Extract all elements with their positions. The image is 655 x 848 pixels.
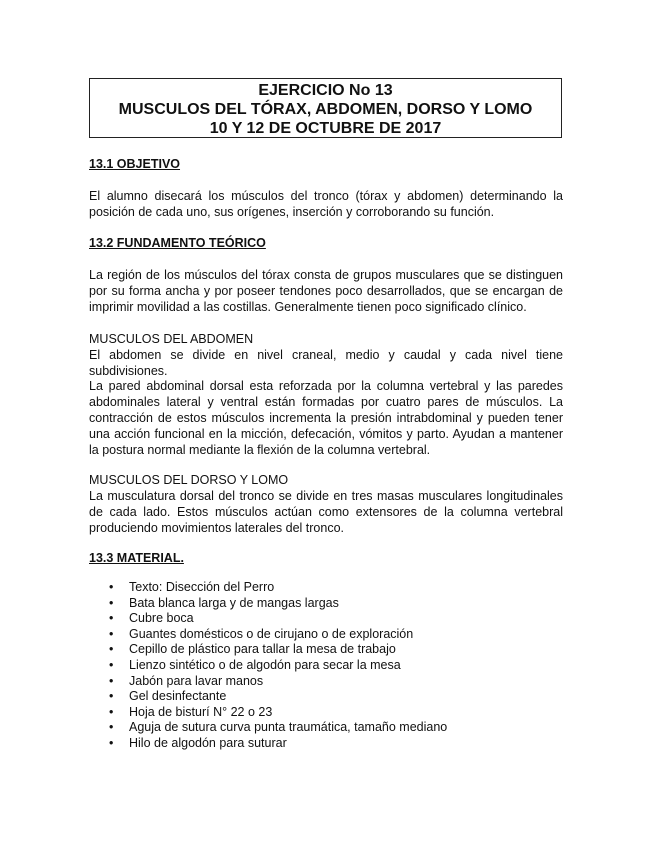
dorso-lomo-text: La musculatura dorsal del tronco se divide en tres masas musculares longitudinales de cada lado. Estos músculos actúan como extensores de la columna vertebral produciendo movimientos laterales del tronco. [89,489,563,535]
abdomen-wall-text: La pared abdominal dorsal esta reforzada por la columna vertebral y las paredes abdominales lateral y ventral están formadas por cuatro pares de músculos. La contracción de estos músculos incrementa la presión intrabdominal y pueden tener una acción funcional en la micción, defecación, vómitos y parto. Ayudan a mantener la postura normal mediante la flexión de la columna vertebral. [89,379,563,457]
objetivo-text: El alumno disecará los músculos del tronco (tórax y abdomen) determinando la posición de cada uno, sus orígenes, inserción y corroborando su función. [89,189,563,219]
section-heading-material: 13.3 MATERIAL. [89,551,184,565]
title-line-exercise: EJERCICIO No 13 [258,82,393,99]
list-item: • Texto: Disección del Perro [109,580,447,596]
material-list [109,580,447,752]
subheading-dorso-lomo: MUSCULOS DEL DORSO Y LOMO [89,473,289,487]
title-line-date: 10 Y 12 DE OCTUBRE DE 2017 [209,120,442,137]
title-line-topic: MUSCULOS DEL TÓRAX, ABDOMEN, DORSO Y LOMO [118,101,533,118]
list-item: • Cepillo de plástico para tallar la mesa de trabajo [109,642,447,658]
list-item: • Cubre boca [109,611,447,627]
list-item: • Guantes domésticos o de cirujano o de exploración [109,627,447,643]
list-item: • Jabón para lavar manos [109,674,447,690]
list-item: • Bata blanca larga y de mangas largas [109,596,447,612]
list-item: • Aguja de sutura curva punta traumática, tamaño mediano [109,720,447,736]
list-item: • Lienzo sintético o de algodón para secar la mesa [109,658,447,674]
list-item: • Hilo de algodón para suturar [109,736,447,752]
subheading-abdomen: MUSCULOS DEL ABDOMEN [89,332,254,346]
fundamento-intro-text: La región de los músculos del tórax consta de grupos musculares que se distinguen por su forma ancha y por poseer tendones poco desarrollados, que se encargan de imprimir movilidad a las costillas. Generalmente tienen poco significado clínico. [89,268,563,314]
abdomen-text: El abdomen se divide en nivel craneal, medio y caudal y cada nivel tiene subdivisiones. [89,348,563,378]
title-box [89,78,562,138]
list-item: • Gel desinfectante [109,689,447,705]
section-heading-objetivo: 13.1 OBJETIVO [89,157,181,171]
section-heading-fundamento: 13.2 FUNDAMENTO TEÓRICO [89,236,266,250]
list-item: • Hoja de bisturí N° 22 o 23 [109,705,447,721]
